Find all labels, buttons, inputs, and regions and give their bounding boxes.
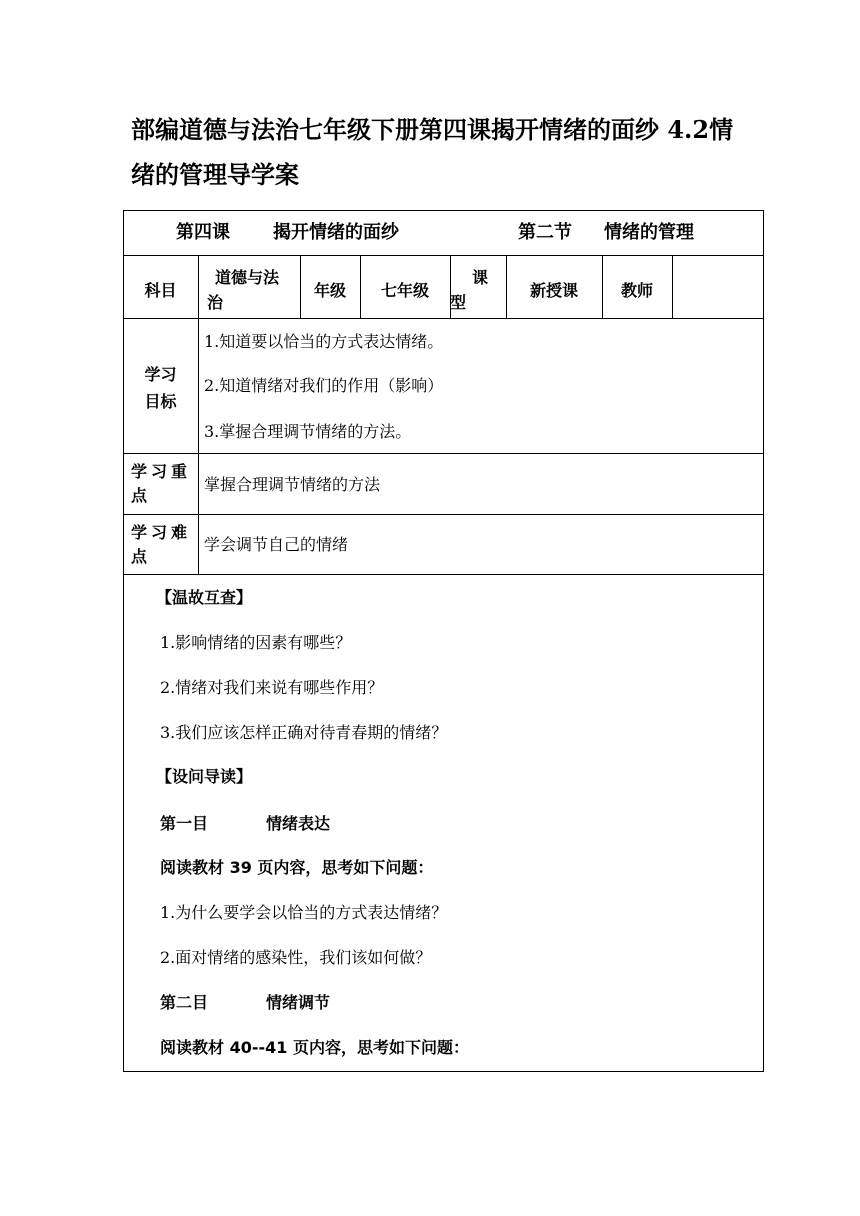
part2-title: 第二目 xyxy=(160,993,209,1012)
part1-title: 第一目 xyxy=(160,814,209,833)
part1-topic: 情绪表达 xyxy=(266,814,331,833)
review-question: 2.情绪对我们来说有哪些作用？ xyxy=(160,678,384,697)
lesson-title: 揭开情绪的面纱 xyxy=(273,222,399,243)
subject-value-line2: 治 xyxy=(207,293,224,312)
section-title: 情绪的管理 xyxy=(604,222,694,243)
table-border-left xyxy=(123,210,124,1072)
row-divider xyxy=(123,318,764,319)
objectives-label-line2: 目标 xyxy=(144,392,177,411)
grade-value: 七年级 xyxy=(380,281,429,300)
objectives-label-line1: 学习 xyxy=(144,365,177,384)
table-border-top xyxy=(123,210,764,211)
key-point-content: 掌握合理调节情绪的方法 xyxy=(204,475,381,494)
key-point-label: 学习重点 xyxy=(131,462,192,505)
table-border-right xyxy=(763,210,764,1072)
row-divider xyxy=(123,574,764,575)
row-divider xyxy=(123,514,764,515)
grade-label: 年级 xyxy=(313,281,346,300)
course-type-value: 新授课 xyxy=(529,281,578,300)
objective-item: 2.知道情绪对我们的作用（影响） xyxy=(204,376,444,395)
teacher-label: 教师 xyxy=(620,281,653,300)
subject-value-line1: 道德与法 xyxy=(215,268,280,287)
part1-question: 2.面对情绪的感染性，我们该如何做？ xyxy=(160,948,432,967)
review-question: 1.影响情绪的因素有哪些？ xyxy=(160,633,352,652)
course-type-label-line2: 型 xyxy=(450,293,467,312)
subject-label: 科目 xyxy=(144,281,177,300)
part1-instruction: 阅读教材 39 页内容，思考如下问题： xyxy=(160,858,434,877)
objective-item: 3.掌握合理调节情绪的方法。 xyxy=(204,422,412,441)
part1-question: 1.为什么要学会以恰当的方式表达情绪？ xyxy=(160,903,448,922)
difficulty-label: 学习难点 xyxy=(131,523,192,566)
difficulty-content: 学会调节自己的情绪 xyxy=(204,535,349,554)
document-title: 部编道德与法治七年级下册第四课揭开情绪的面纱 4.2情绪的管理导学案 xyxy=(131,115,734,189)
col-divider xyxy=(672,255,673,318)
part2-instruction: 阅读教材 40--41 页内容，思考如下问题： xyxy=(160,1038,469,1057)
review-heading: 【温故互查】 xyxy=(156,588,253,607)
part2-topic: 情绪调节 xyxy=(266,993,331,1012)
lesson-plan-table xyxy=(123,210,764,1072)
table-border-bottom xyxy=(123,1071,764,1072)
section-number: 第二节 xyxy=(518,222,572,243)
row-divider xyxy=(123,453,764,454)
course-type-label-line1: 课 xyxy=(472,268,489,287)
lesson-number: 第四课 xyxy=(176,222,230,243)
row-divider xyxy=(123,255,764,256)
guided-reading-heading: 【设问导读】 xyxy=(156,767,253,786)
objective-item: 1.知道要以恰当的方式表达情绪。 xyxy=(204,332,444,351)
review-question: 3.我们应该怎样正确对待青春期的情绪？ xyxy=(160,723,448,742)
col-divider xyxy=(198,255,199,574)
